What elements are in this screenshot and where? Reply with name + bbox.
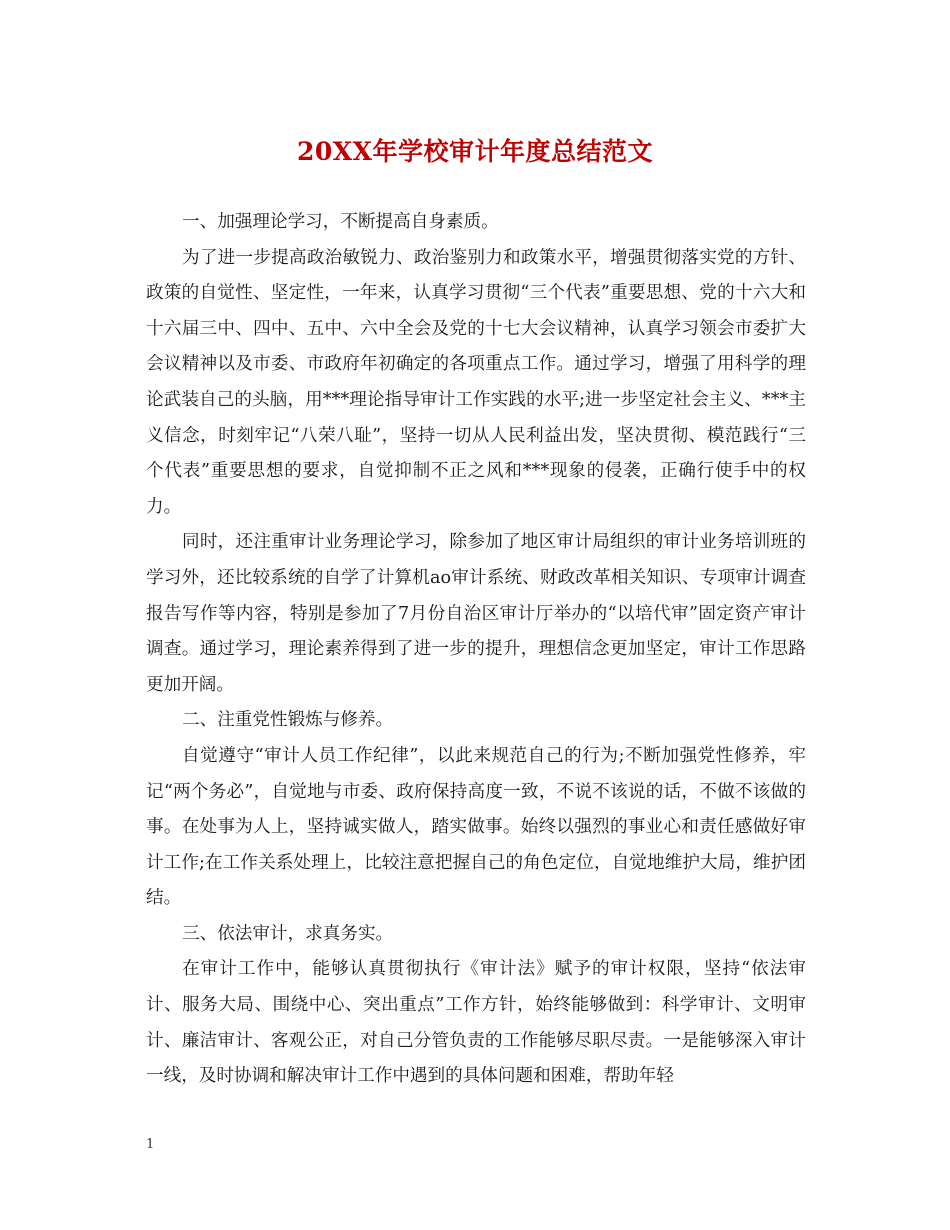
paragraph: 同时，还注重审计业务理论学习，除参加了地区审计局组织的审计业务培训班的学习外，还比较系统的自学了计算机ao审计系统、财政改革相关知识、专项审计调查报告写作等内容，特别是参加了7月份自治区审计厅举办的“以培代审”固定资产审计调查。通过学习，理论素养得到了进一步的提升，理想信念更加坚定，审计工作思路更加开阔。 bbox=[146, 532, 806, 695]
page-number: 1 bbox=[146, 1137, 155, 1152]
paragraph: 在审计工作中，能够认真贯彻执行《审计法》赋予的审计权限，坚持“依法审计、服务大局、围绕中心、突出重点”工作方针，始终能够做到：科学审计、文明审计、廉洁审计、客观公正，对自己分管负责的工作能够尽职尽责。一是能够深入审计一线，及时协调和解决审计工作中遇到的具体问题和困难，帮助年轻 bbox=[146, 959, 806, 1087]
paragraph: 为了进一步提高政治敏锐力、政治鉴别力和政策水平，增强贯彻落实党的方针、政策的自觉性、坚定性，一年来，认真学习贯彻“三个代表”重要思想、党的十六大和十六届三中、四中、五中、六中全会及党的十七大会议精神，认真学习领会市委扩大会议精神以及市委、市政府年初确定的各项重点工作。通过学习，增强了用科学的理论武装自己的头脑，用***理论指导审计工作实践的水平;进一步坚定社会主义、***主义信念，时刻牢记“八荣八耻”，坚持一切从人民利益出发，坚决贯彻、模范践行“三个代表”重要思想的要求，自觉抑制不正之风和***现象的侵袭，正确行使手中的权力。 bbox=[146, 247, 806, 517]
paragraph-heading-3: 三、依法审计，求真务实。 bbox=[182, 923, 394, 944]
document-body bbox=[146, 205, 806, 1095]
paragraph-heading-2: 二、注重党性锻炼与修养。 bbox=[182, 710, 394, 731]
document-title: 20XX年学校审计年度总结范文 bbox=[296, 137, 654, 166]
paragraph-heading-1: 一、加强理论学习，不断提高自身素质。 bbox=[182, 212, 499, 232]
paragraph: 自觉遵守“审计人员工作纪律”，以此来规范自己的行为;不断加强党性修养，牢记“两个务必”，自觉地与市委、政府保持高度一致，不说不该说的话，不做不该做的事。在处事为人上，坚持诚实做人，踏实做事。始终以强烈的事业心和责任感做好审计工作;在工作关系处理上，比较注意把握自己的角色定位，自觉地维护大局，维护团结。 bbox=[146, 745, 806, 909]
